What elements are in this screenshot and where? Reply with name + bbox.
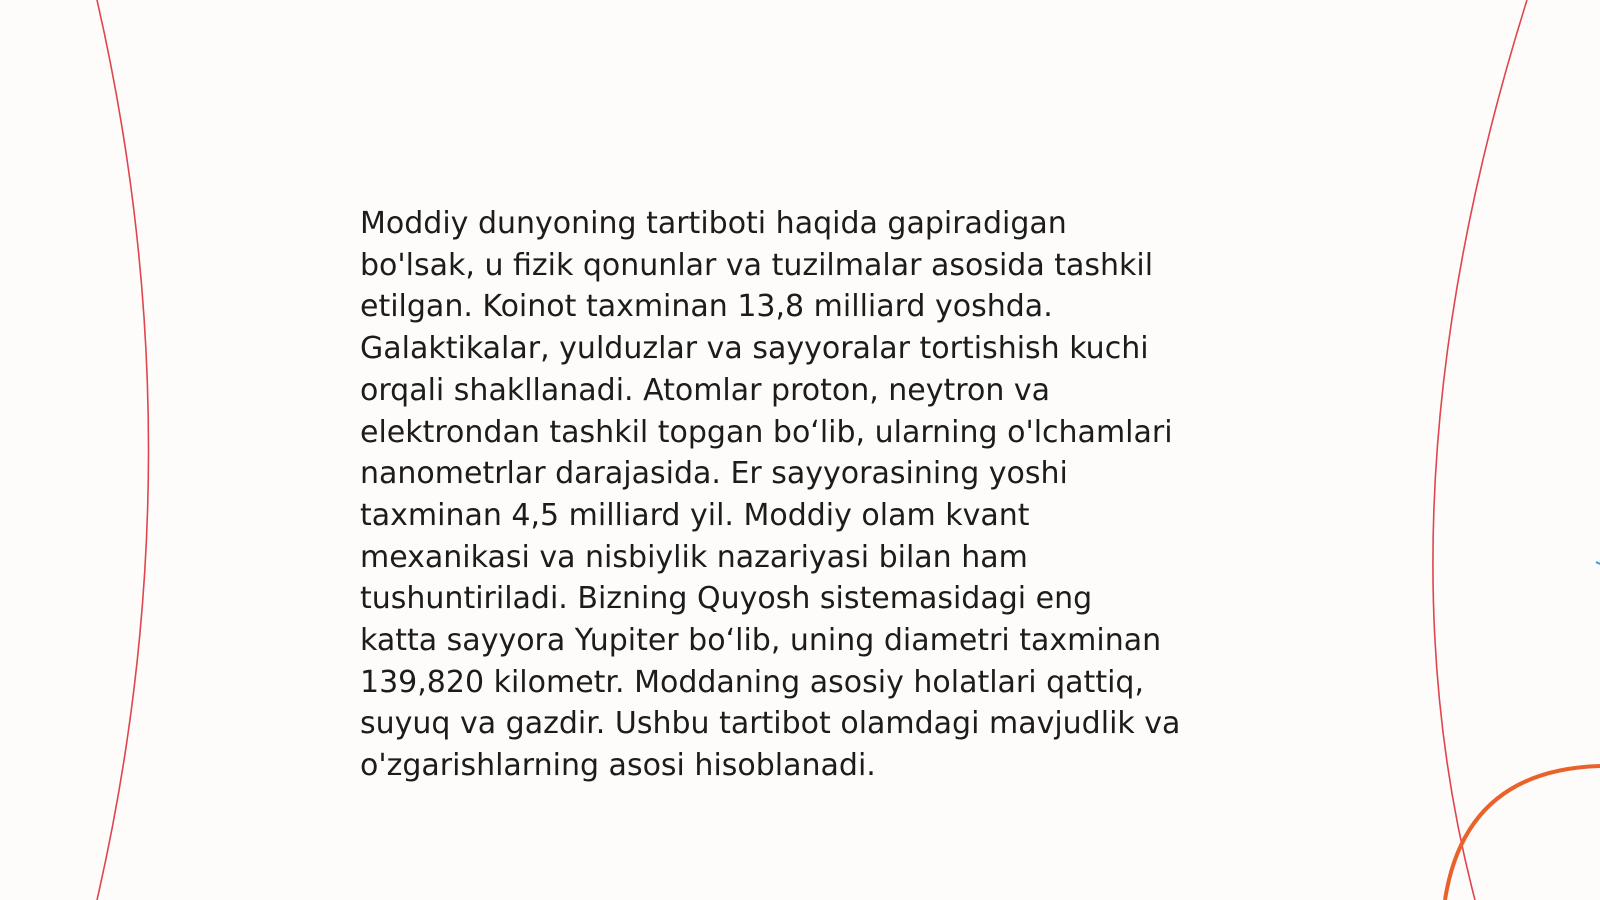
left-curve-line: [97, 0, 149, 900]
blue-accent-tick: [1596, 562, 1600, 564]
body-text: Moddiy dunyoning tartiboti haqida gapiradigan bo'lsak, u fizik qonunlar va tuzilmalar asosida tashkil etilgan. Koinot taxminan 13,8 milliard yoshda. Galaktikalar, yulduzlar va sayyoralar tortishish kuchi orqali shakllanadi. Atomlar proton, neytron va elektrondan tashkil topgan bo‘lib, ularning o'lchamlari nanometrlar darajasida. Er sayyorasining yoshi taxminan 4,5 milliard yil. Moddiy olam kvant mexanikasi va nisbiylik nazariyasi bilan ham tushuntiriladi. Bizning Quyosh sistemasidagi eng katta sayyora Yupiter bo‘lib, uning diametri taxminan 139,820 kilometr. Moddaning asosiy holatlari qattiq, suyuq va gazdir. Ushbu tartibot olamdagi mavjudlik va o'zgarishlarning asosi hisoblanadi.: [360, 206, 1181, 784]
orange-accent-arc: [1445, 766, 1600, 900]
right-curve-line: [1433, 0, 1527, 900]
